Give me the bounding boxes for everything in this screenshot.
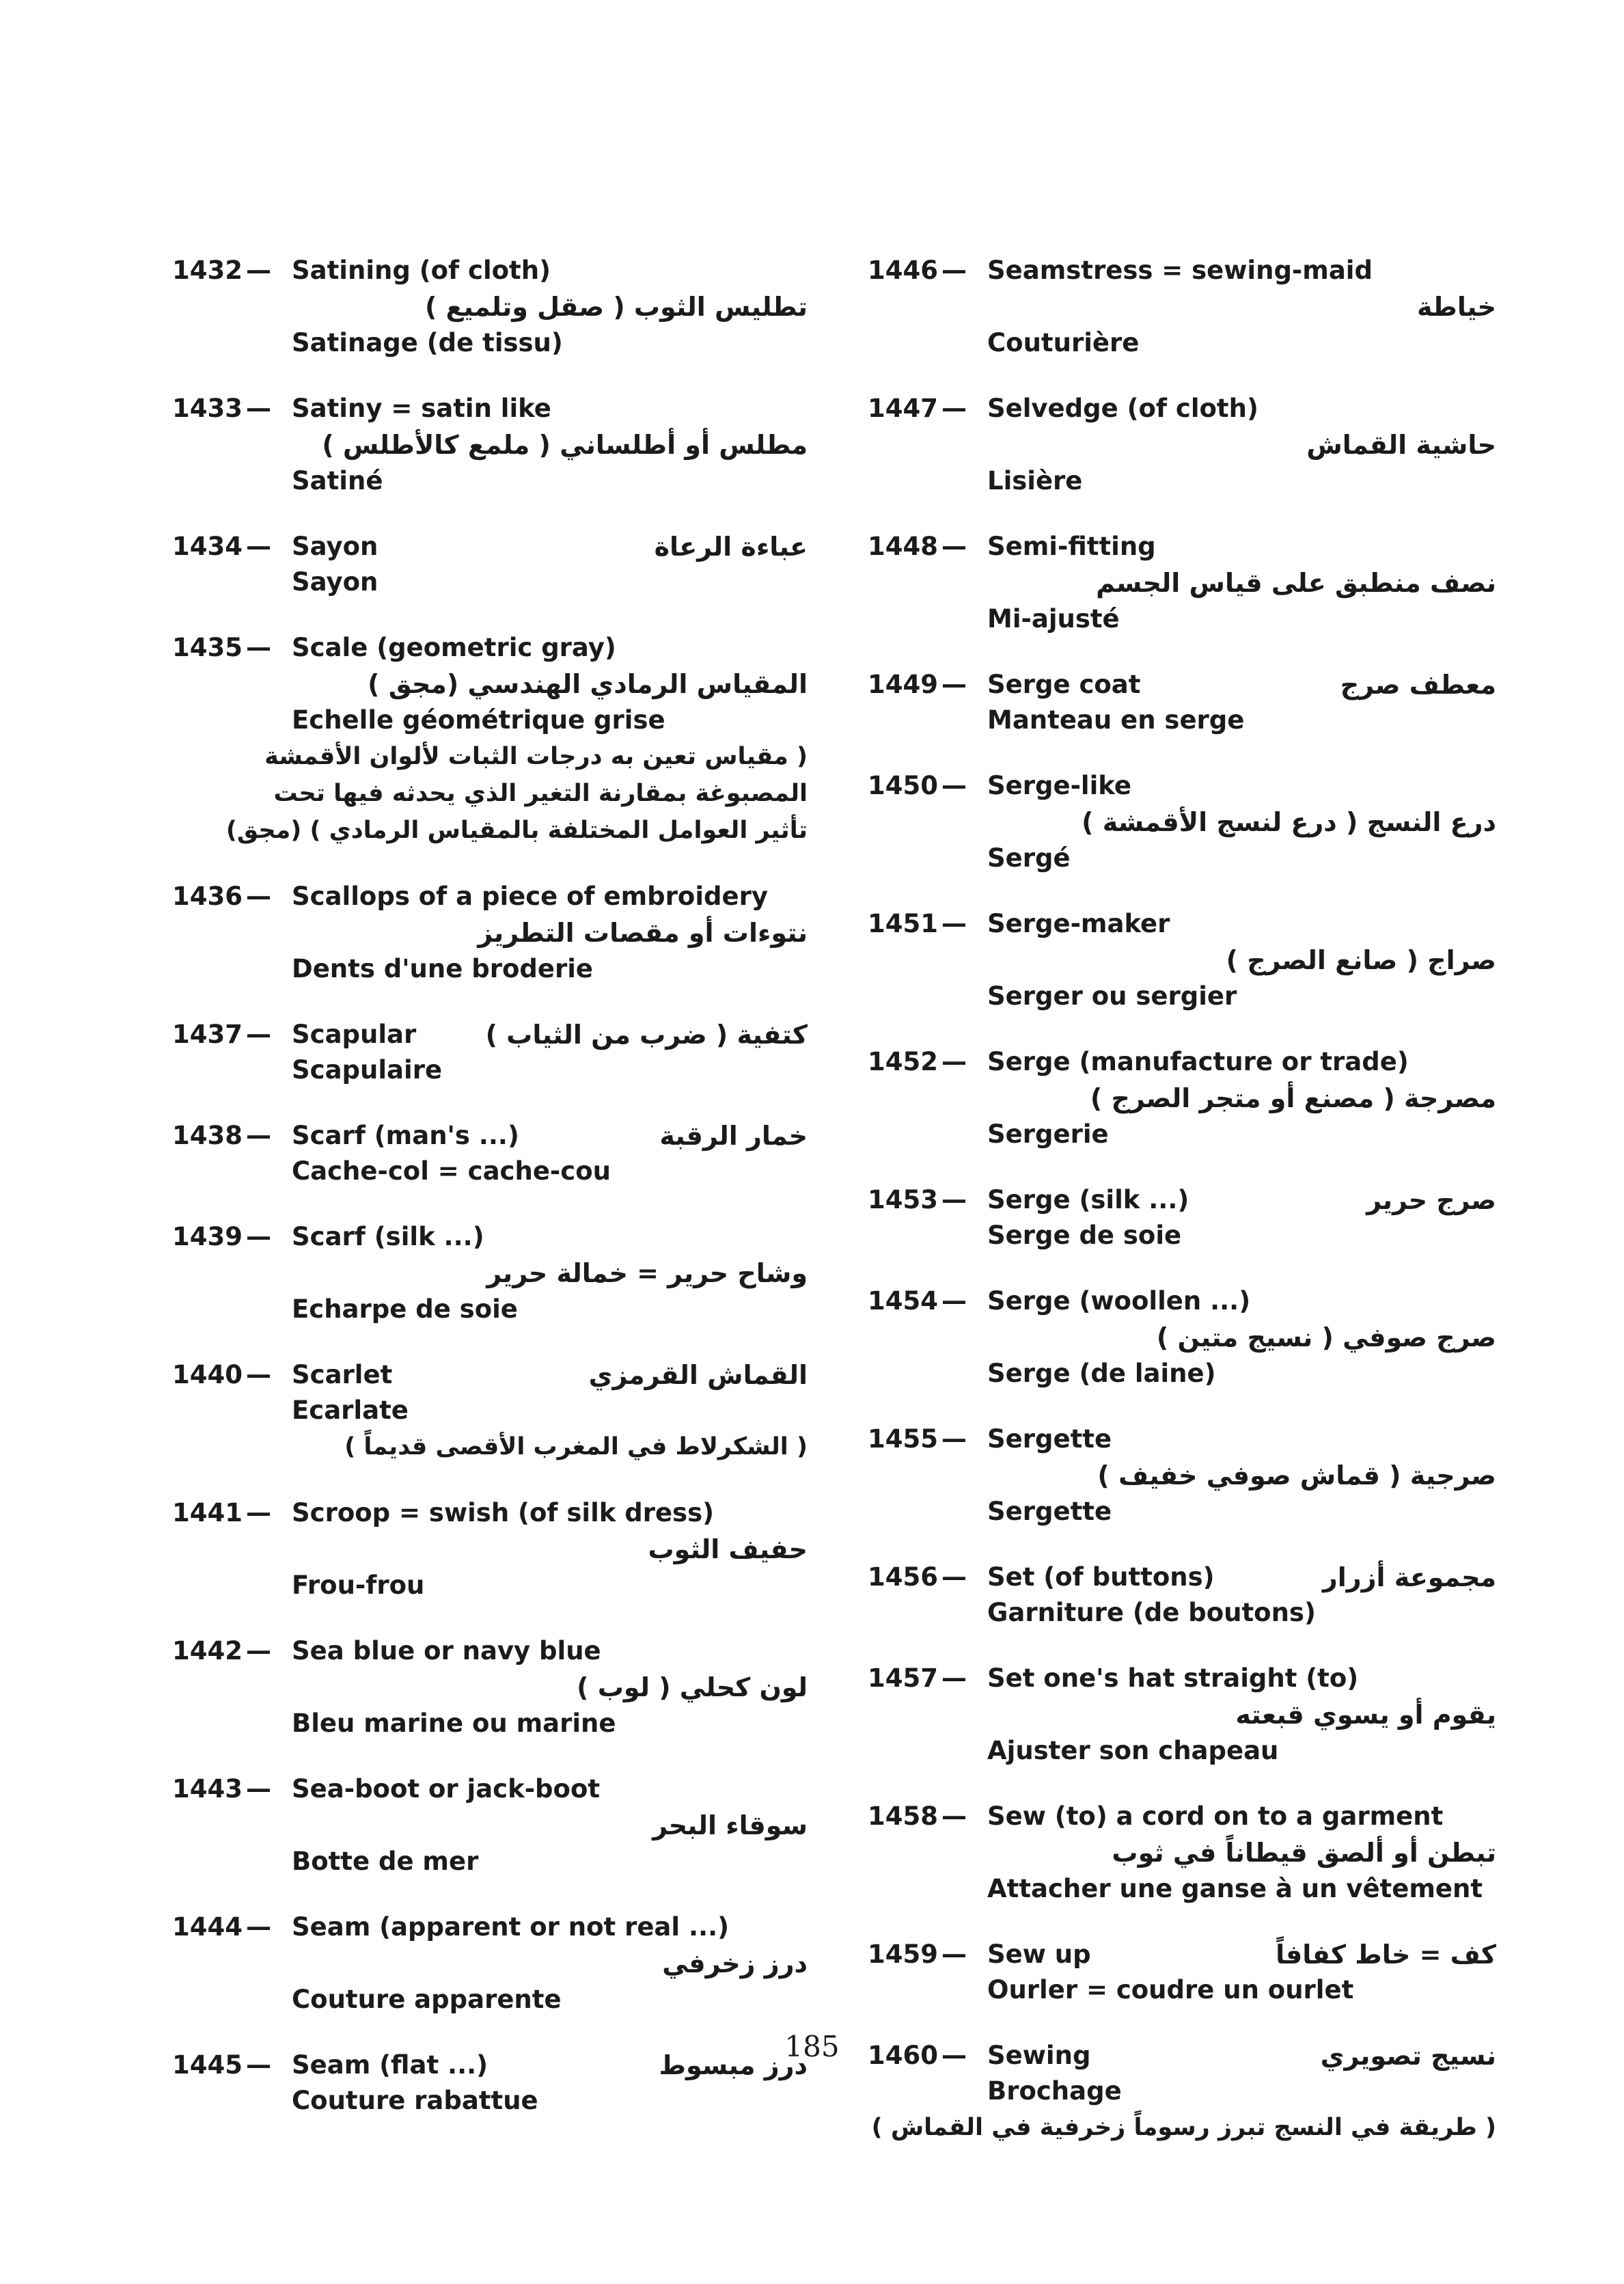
entry-number: 1458 [868,1802,938,1831]
english-term: Satiny = satin like [292,394,551,423]
french-term: Brochage [987,2076,1122,2106]
arabic-term: معطف صرج [1340,670,1496,700]
entry-1453: 1453 — Serge (silk ...) صرج حرير Serge de soie [868,1182,1496,1253]
arabic-note: ( مقياس تعين به درجات الثبات لألوان الأقمشة [264,743,808,770]
arabic-term: حاشية القماش [1306,430,1496,460]
arabic-term: صرج حرير [1366,1185,1496,1215]
arabic-term: لون كحلي ( لوب ) [577,1672,808,1702]
english-term: Semi-fitting [987,532,1156,561]
french-term: Echelle géométrique grise [292,705,665,735]
entry-1438: 1438 — Scarf (man's ...) خمار الرقبة Cache-col = cache-cou [172,1118,808,1189]
french-term: Serge (de laine) [987,1359,1216,1388]
entry-number: 1438 [172,1121,243,1150]
french-term: Couture apparente [292,1985,562,2014]
english-term: Seam (apparent or not real ...) [292,1912,730,1942]
arabic-note: ( طريقة في النسج تبرز رسوماً زخرفية في القماش ) [871,2114,1496,2141]
entry-number: 1435 [172,633,243,662]
french-term: Lisière [987,466,1083,495]
english-term: Scarf (man's ...) [292,1121,519,1150]
entry-1455: 1455 — Sergette صرجية ( قماش صوفي خفيف ) Sergette [868,1422,1496,1530]
french-term: Dents d'une broderie [292,954,593,983]
entry-number: 1454 [868,1286,938,1316]
english-term: Set (of buttons) [987,1562,1215,1592]
entry-number: 1449 [868,670,938,699]
english-term: Scallops of a piece of embroidery [292,882,768,911]
entry-number: 1444 [172,1912,243,1942]
arabic-term: درز زخرفي [662,1948,808,1979]
right-column [868,253,1496,2176]
arabic-term: حفيف الثوب [648,1534,808,1564]
entry-1447: 1447 — Selvedge (of cloth) حاشية القماش Lisière [868,391,1496,499]
entry-1433: 1433 — Satiny = satin like مطلس أو أطلساني ( ملمع كالأطلس ) Satiné [172,391,808,499]
entry-number: 1451 [868,909,938,938]
french-term: Manteau en serge [987,705,1245,735]
english-term: Sea blue or navy blue [292,1636,601,1666]
entry-number: 1434 [172,532,243,561]
french-term: Sergé [987,843,1071,873]
entry-number: 1443 [172,1774,243,1804]
arabic-term: صرج صوفي ( نسيج متين ) [1156,1322,1496,1352]
english-term: Scarf (silk ...) [292,1222,484,1251]
entry-1436: 1436 — Scallops of a piece of embroidery نتوءات أو مقصات التطريز Dents d'une broderie [172,879,808,987]
entry-number: 1456 [868,1562,938,1592]
arabic-term: صراج ( صانع الصرج ) [1226,945,1496,975]
entry-1460: 1460 — Sewing نسيج تصويري Brochage ( طريقة في النسج تبرز رسوماً زخرفية في القماش ) [868,2038,1496,2146]
french-term: Sergette [987,1497,1112,1526]
arabic-note: تأثير العوامل المختلفة بالمقياس الرمادي ) (مجق) [225,817,808,844]
english-term: Sergette [987,1424,1112,1454]
arabic-term: مجموعة أزرار [1322,1562,1496,1592]
french-term: Bleu marine ou marine [292,1709,616,1738]
arabic-term: خمار الرقبة [659,1121,808,1151]
french-term: Frou-frou [292,1571,425,1600]
entry-number: 1459 [868,1940,938,1969]
english-term: Sayon [292,532,379,561]
entry-1454: 1454 — Serge (woollen ...) صرج صوفي ( نسيج متين ) Serge (de laine) [868,1283,1496,1391]
arabic-term: درز مبسوط [659,2050,808,2080]
arabic-term: تطليس الثوب ( صقل وتلميع ) [424,292,808,322]
arabic-note: المصبوغة بمقارنة التغير الذي يحدثه فيها تحت [273,780,808,807]
page-number: 185 [784,2030,840,2063]
french-term: Mi-ajusté [987,604,1120,634]
entry-number: 1447 [868,394,938,423]
entry-number: 1453 [868,1185,938,1214]
entry-1432: 1432 — Satining (of cloth) تطليس الثوب ( صقل وتلميع ) Satinage (de tissu) [172,253,808,361]
entry-1435: 1435 — Scale (geometric gray) المقياس الرمادي الهندسي (مجق ) Echelle géométrique grise ( مقياس تعين به درجات الثبات لألوان الأقمشة المصبوغة بمقارنة التغير الذي يحدثه فيها تحت تأثير العوامل المختلفة بالمقياس الرمادي ) (مجق) [172,630,808,849]
entry-1459: 1459 — Sew up كف = خاط كفافاً Ourler = coudre un ourlet [868,1937,1496,2008]
entry-1456: 1456 — Set (of buttons) مجموعة أزرار Garniture (de boutons) [868,1560,1496,1631]
arabic-term: سوقاء البحر [652,1810,808,1840]
english-term: Selvedge (of cloth) [987,394,1258,423]
english-term: Sewing [987,2041,1091,2070]
english-term: Serge (silk ...) [987,1185,1189,1214]
entry-1452: 1452 — Serge (manufacture or trade) مصرجة ( مصنع أو متجر الصرج ) Sergerie [868,1044,1496,1152]
french-term: Cache-col = cache-cou [292,1156,611,1186]
french-term: Scapulaire [292,1055,443,1085]
french-term: Ourler = coudre un ourlet [987,1975,1354,2004]
entry-number: 1433 [172,394,243,423]
entry-number: 1436 [172,882,243,911]
english-term: Serge (manufacture or trade) [987,1047,1409,1076]
english-term: Scapular [292,1020,417,1049]
arabic-term: كف = خاط كفافاً [1276,1940,1496,1970]
entry-1458: 1458 — Sew (to) a cord on to a garment تبطن أو ألصق قيطاناً في ثوب Attacher une ganse à un vêtement [868,1799,1496,1907]
entry-1445: 1445 — Seam (flat ...) درز مبسوط Couture rabattue [172,2048,808,2119]
french-term: Couture rabattue [292,2086,538,2115]
english-term: Scarlet [292,1360,393,1389]
arabic-term: وشاح حرير = خمالة حرير [486,1258,808,1288]
english-term: Serge-like [987,771,1131,800]
arabic-term: صرجية ( قماش صوفي خفيف ) [1097,1460,1496,1491]
french-term: Garniture (de boutons) [987,1598,1316,1627]
entry-1443: 1443 — Sea-boot or jack-boot سوقاء البحر Botte de mer [172,1771,808,1879]
entry-1440: 1440 — Scarlet القماش القرمزي Ecarlate ( الشكرلاط في المغرب الأقصى قديماً ) [172,1357,808,1465]
entry-1451: 1451 — Serge-maker صراج ( صانع الصرج ) Serger ou sergier [868,906,1496,1014]
entry-number: 1455 [868,1424,938,1454]
arabic-note: ( الشكرلاط في المغرب الأقصى قديماً ) [344,1433,808,1460]
entry-number: 1442 [172,1636,243,1666]
entry-1441: 1441 — Scroop = swish (of silk dress) حفيف الثوب Frou-frou [172,1495,808,1603]
french-term: Echarpe de soie [292,1294,518,1324]
arabic-term: تبطن أو ألصق قيطاناً في ثوب [1112,1838,1496,1868]
arabic-term: نسيج تصويري [1320,2041,1496,2071]
french-term: Satinage (de tissu) [292,328,563,357]
entry-number: 1441 [172,1498,243,1527]
english-term: Serge (woollen ...) [987,1286,1251,1316]
entry-number: 1457 [868,1663,938,1693]
entry-1449: 1449 — Serge coat معطف صرج Manteau en serge [868,667,1496,738]
entry-number: 1452 [868,1047,938,1076]
french-term: Sayon [292,567,379,597]
arabic-term: عباءة الرعاة [654,532,808,562]
french-term: Ecarlate [292,1396,409,1425]
entry-number: 1450 [868,771,938,800]
english-term: Serge coat [987,670,1141,699]
entry-1444: 1444 — Seam (apparent or not real ...) درز زخرفي Couture apparente [172,1909,808,2017]
french-term: Couturière [987,328,1140,357]
arabic-term: كتفية ( ضرب من الثياب ) [485,1020,808,1050]
arabic-term: مصرجة ( مصنع أو متجر الصرج ) [1090,1083,1496,1113]
entry-1457: 1457 — Set one's hat straight (to) يقوم أو يسوي قبعته Ajuster son chapeau [868,1661,1496,1769]
english-term: Scroop = swish (of silk dress) [292,1498,715,1527]
french-term: Sergerie [987,1119,1109,1149]
french-term: Serge de soie [987,1221,1182,1250]
french-term: Satiné [292,466,383,495]
english-term: Serge-maker [987,909,1170,938]
french-term: Serger ou sergier [987,981,1237,1011]
english-term: Set one's hat straight (to) [987,1663,1359,1693]
entry-number: 1446 [868,256,938,285]
arabic-term: نتوءات أو مقصات التطريز [478,918,808,948]
english-term: Scale (geometric gray) [292,633,616,662]
arabic-term: المقياس الرمادي الهندسي (مجق ) [368,669,808,699]
english-term: Sew (to) a cord on to a garment [987,1802,1444,1831]
entry-1434: 1434 — Sayon عباءة الرعاة Sayon [172,529,808,600]
entry-number: 1440 [172,1360,243,1389]
entry-1448: 1448 — Semi-fitting نصف منطبق على قياس الجسم Mi-ajusté [868,529,1496,637]
french-term: Ajuster son chapeau [987,1736,1279,1765]
english-term: Sew up [987,1940,1091,1969]
arabic-term: مطلس أو أطلساني ( ملمع كالأطلس ) [322,430,808,460]
english-term: Sea-boot or jack-boot [292,1774,601,1804]
entry-1437: 1437 — Scapular كتفية ( ضرب من الثياب ) Scapulaire [172,1017,808,1088]
english-term: Seam (flat ...) [292,2050,488,2080]
entry-number: 1445 [172,2050,243,2080]
entry-1439: 1439 — Scarf (silk ...) وشاح حرير = خمالة حرير Echarpe de soie [172,1219,808,1327]
english-term: Satining (of cloth) [292,256,551,285]
arabic-term: القماش القرمزي [588,1360,808,1390]
english-term: Seamstress = sewing-maid [987,256,1373,285]
arabic-term: درع النسج ( درع لنسج الأقمشة ) [1082,807,1496,837]
entry-1450: 1450 — Serge-like درع النسج ( درع لنسج الأقمشة ) Sergé [868,768,1496,876]
left-column [172,253,808,2149]
french-term: Botte de mer [292,1847,479,1876]
arabic-term: نصف منطبق على قياس الجسم [1096,568,1496,598]
entry-number: 1439 [172,1222,243,1251]
arabic-term: يقوم أو يسوي قبعته [1235,1700,1496,1730]
french-term: Attacher une ganse à un vêtement [987,1874,1483,1903]
entry-number: 1437 [172,1020,243,1049]
entry-number: 1448 [868,532,938,561]
entry-1446: 1446 — Seamstress = sewing-maid خياطة Couturière [868,253,1496,361]
entry-1442: 1442 — Sea blue or navy blue لون كحلي ( لوب ) Bleu marine ou marine [172,1633,808,1741]
entry-number: 1432 [172,256,243,285]
arabic-term: خياطة [1416,292,1496,322]
entry-number: 1460 [868,2041,938,2070]
